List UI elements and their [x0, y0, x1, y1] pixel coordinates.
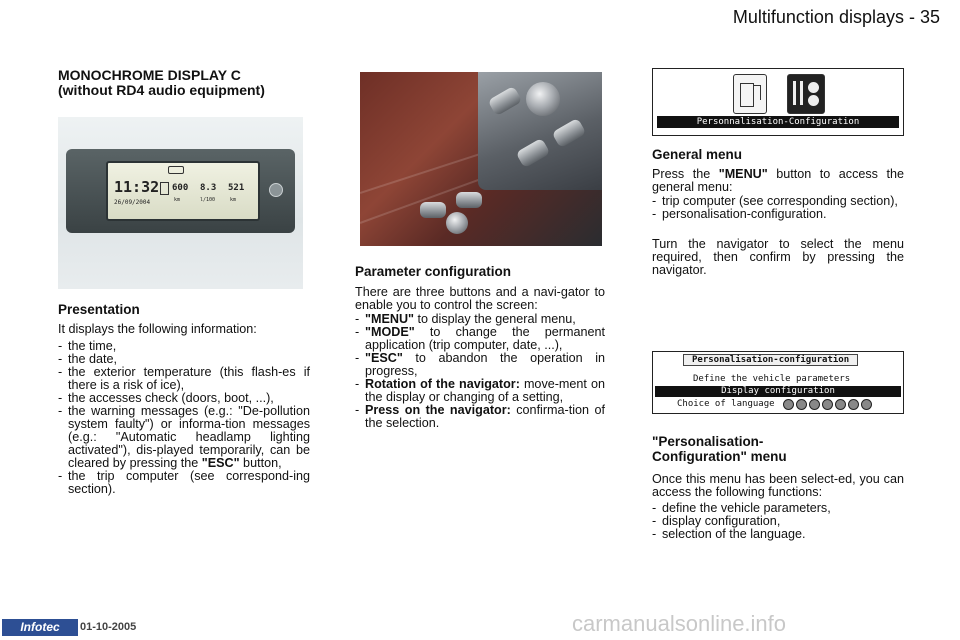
- settings-icon: [787, 74, 825, 114]
- lcd-value-1: 600: [172, 183, 189, 193]
- display-photo: [58, 117, 303, 289]
- perso-option-language: Choice of language: [677, 399, 775, 409]
- lcd-car-icon: [168, 166, 184, 174]
- lcd-value-3: 521: [228, 183, 245, 193]
- column-monochrome-display: [58, 68, 310, 98]
- navigator-instruction: Turn the navigator to select the menu required, then confirm by pressing the navigator.: [652, 237, 904, 277]
- list-item: - selection of the language.: [652, 527, 806, 541]
- perso-screen-title: Personalisation-configuration: [683, 354, 858, 366]
- lcd-date: 26/09/2004: [114, 199, 151, 206]
- general-menu-heading: General menu: [652, 147, 743, 162]
- list-item: - Rotation of the navigator: move-ment on the display or changing of a setting,: [355, 377, 605, 404]
- footer-date: 01-10-2005: [80, 621, 137, 633]
- perso-option-display: Display configuration: [655, 386, 901, 397]
- perso-option-vehicle: Define the vehicle parameters: [693, 374, 851, 384]
- page-header: Multifunction displays - 35: [732, 7, 940, 27]
- general-menu-bar: Personnalisation-Configuration: [657, 116, 899, 128]
- perso-intro: Once this menu has been select-ed, you can access the following functions:: [652, 472, 904, 499]
- parameter-list: [355, 313, 605, 430]
- presentation-heading: Presentation: [58, 302, 140, 317]
- lcd-fuel-icon: [160, 182, 169, 195]
- list-item: - display configuration,: [652, 514, 781, 528]
- personalisation-menu-section: [652, 434, 904, 541]
- perso-heading-line2: Configuration" menu: [652, 449, 787, 464]
- lcd-unit-1: km: [174, 197, 181, 203]
- lcd-unit-2: l/100: [200, 197, 216, 203]
- general-menu-screen: [652, 68, 904, 136]
- list-item: - the trip computer (see correspond-ing section).: [58, 469, 310, 496]
- list-item: - "MENU" to display the general menu,: [355, 312, 576, 326]
- general-menu-list: [652, 195, 904, 221]
- watermark: carmanualsonline.info: [572, 611, 787, 636]
- list-item: - the warning messages (e.g.: "De-pollution system faulty") or informa-tion messages (e.g.: "Automatic headlamp lighting activated"), dis-played temporarily, can be cleared by pressing the "ESC" button,: [58, 404, 310, 470]
- general-menu-intro: Press the "MENU" button to access the general menu:: [652, 167, 904, 194]
- language-flag-icons: [783, 399, 883, 409]
- parameter-heading: Parameter configuration: [355, 264, 512, 279]
- list-item: - personalisation-configuration.: [652, 207, 827, 221]
- list-item: - Press on the navigator: confirma-tion of the selection.: [355, 403, 605, 430]
- list-item: - the exterior temperature (this flash-es if there is a risk of ice),: [58, 365, 310, 392]
- perso-heading-line1: "Personalisation-: [652, 434, 764, 449]
- list-item: - the accesses check (doors, boot, ...),: [58, 391, 274, 405]
- infotec-logo: Infotec: [2, 619, 78, 636]
- lcd-time: 11:32: [114, 178, 160, 196]
- fuel-pump-icon: [733, 74, 767, 114]
- presentation-section: [58, 302, 310, 496]
- list-item: - "ESC" to abandon the operation in progress,: [355, 351, 605, 378]
- parameter-intro: There are three buttons and a navi-gator to enable you to control the screen:: [355, 285, 605, 312]
- list-item: - trip computer (see corresponding section),: [652, 194, 898, 208]
- lcd-unit-3: km: [230, 197, 237, 203]
- console-photo: [360, 72, 602, 246]
- lcd-screen: [106, 161, 260, 221]
- section-title-line2: (without RD4 audio equipment): [58, 82, 265, 98]
- list-item: - "MODE" to change the permanent application (trip computer, date, ...),: [355, 325, 605, 352]
- presentation-list: [58, 340, 310, 496]
- list-item: - define the vehicle parameters,: [652, 501, 831, 515]
- general-menu-section: [652, 147, 904, 277]
- list-item: - the date,: [58, 352, 118, 366]
- personalisation-screen: [652, 351, 904, 414]
- list-item: - the time,: [58, 339, 117, 353]
- presentation-intro: It displays the following information:: [58, 322, 257, 336]
- parameter-configuration-section: [355, 264, 605, 430]
- section-title-line1: MONOCHROME DISPLAY C: [58, 67, 241, 83]
- lcd-value-2: 8.3: [200, 183, 217, 193]
- display-knob: [269, 183, 283, 197]
- console-closeup: [478, 72, 602, 190]
- perso-list: [652, 502, 904, 541]
